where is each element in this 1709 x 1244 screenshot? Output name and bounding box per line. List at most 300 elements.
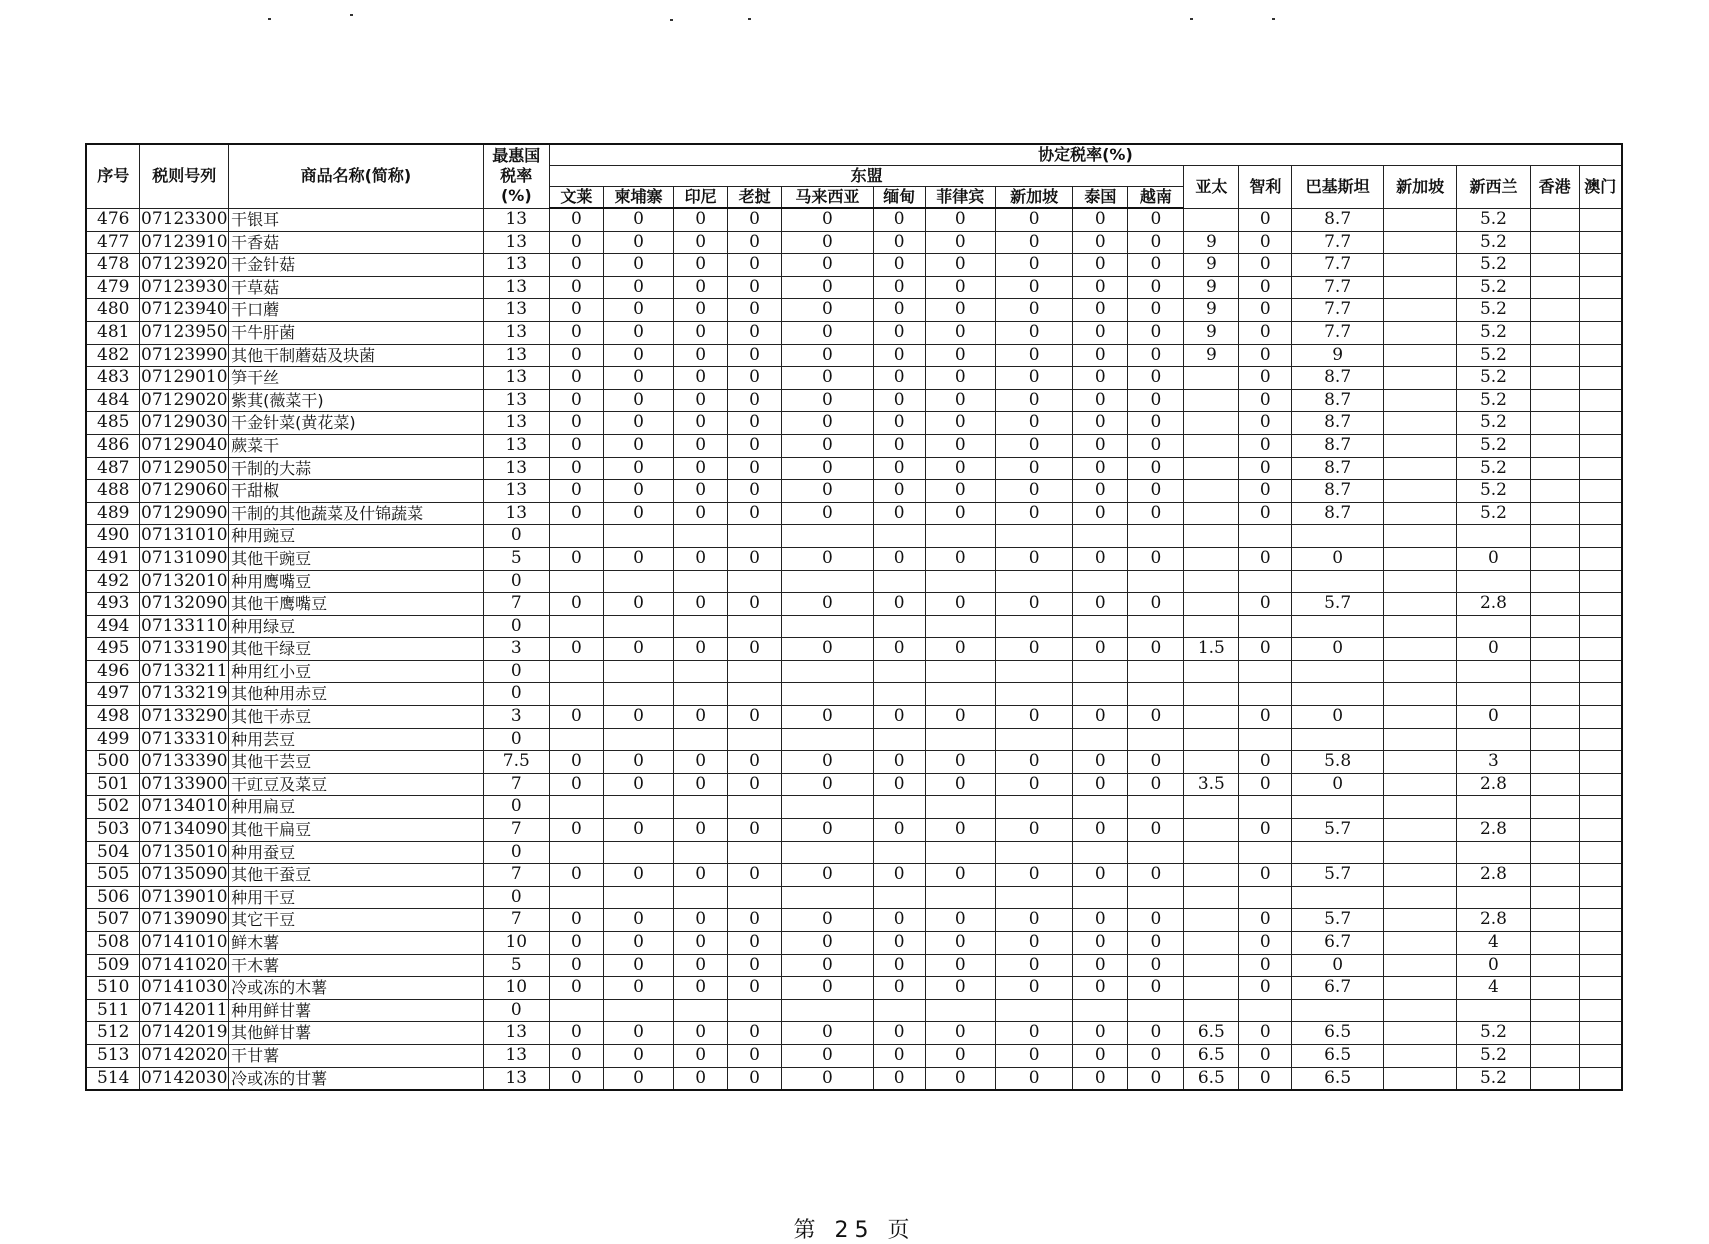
cell-mfn: 0 bbox=[483, 570, 549, 593]
cell-mfn: 13 bbox=[483, 208, 549, 231]
cell-asean-rate bbox=[925, 796, 995, 819]
cell-asean-rate: 0 bbox=[728, 977, 782, 1000]
cell-asean-rate: 0 bbox=[925, 344, 995, 367]
cell-asean-rate: 0 bbox=[1073, 502, 1128, 525]
cell-asean-rate bbox=[674, 886, 728, 909]
cell-asean-rate bbox=[549, 660, 603, 683]
cell-macau bbox=[1579, 344, 1622, 367]
table-row bbox=[86, 412, 1622, 435]
cell-hk bbox=[1530, 977, 1579, 1000]
cell-seq: 481 bbox=[86, 321, 140, 344]
cell-asean-rate bbox=[1128, 728, 1184, 751]
cell-name: 其他干鹰嘴豆 bbox=[229, 593, 484, 616]
cell-asean-rate bbox=[674, 615, 728, 638]
cell-code: 07134010 bbox=[140, 796, 229, 819]
header-name: 商品名称(简称) bbox=[229, 144, 484, 208]
cell-macau bbox=[1579, 638, 1622, 661]
cell-apta bbox=[1184, 932, 1239, 955]
cell-asean-rate: 0 bbox=[1073, 977, 1128, 1000]
cell-macau bbox=[1579, 480, 1622, 503]
cell-seq: 497 bbox=[86, 683, 140, 706]
cell-asean-rate bbox=[1073, 570, 1128, 593]
cell-name: 干香菇 bbox=[229, 231, 484, 254]
cell-asean-rate bbox=[995, 660, 1072, 683]
cell-asean-rate: 0 bbox=[782, 344, 874, 367]
cell-chile: 0 bbox=[1239, 254, 1292, 277]
cell-pakistan: 7.7 bbox=[1292, 299, 1384, 322]
cell-asean-rate: 0 bbox=[1073, 457, 1128, 480]
cell-mfn: 13 bbox=[483, 299, 549, 322]
cell-macau bbox=[1579, 547, 1622, 570]
cell-asean-rate: 0 bbox=[603, 480, 673, 503]
cell-pakistan: 7.7 bbox=[1292, 321, 1384, 344]
cell-asean-rate: 0 bbox=[1073, 299, 1128, 322]
cell-code: 07133219 bbox=[140, 683, 229, 706]
cell-code: 07132090 bbox=[140, 593, 229, 616]
cell-asean-rate bbox=[1073, 683, 1128, 706]
cell-asean-rate: 0 bbox=[873, 638, 925, 661]
cell-hk bbox=[1530, 751, 1579, 774]
cell-singapore bbox=[1383, 367, 1456, 390]
cell-asean-rate: 0 bbox=[1128, 819, 1184, 842]
cell-name: 干豇豆及菜豆 bbox=[229, 773, 484, 796]
cell-pakistan: 6.5 bbox=[1292, 1044, 1384, 1067]
cell-chile: 0 bbox=[1239, 932, 1292, 955]
cell-name: 干木薯 bbox=[229, 954, 484, 977]
cell-asean-rate: 0 bbox=[1128, 547, 1184, 570]
cell-asean-rate: 0 bbox=[782, 593, 874, 616]
cell-asean-rate: 0 bbox=[873, 819, 925, 842]
cell-mfn: 13 bbox=[483, 1044, 549, 1067]
cell-macau bbox=[1579, 321, 1622, 344]
cell-nz: 5.2 bbox=[1457, 254, 1530, 277]
table-row bbox=[86, 1067, 1622, 1090]
cell-asean-rate: 0 bbox=[925, 706, 995, 729]
cell-macau bbox=[1579, 932, 1622, 955]
cell-macau bbox=[1579, 999, 1622, 1022]
cell-macau bbox=[1579, 208, 1622, 231]
cell-asean-rate: 0 bbox=[873, 1022, 925, 1045]
cell-apta bbox=[1184, 547, 1239, 570]
cell-seq: 491 bbox=[86, 547, 140, 570]
cell-nz bbox=[1457, 886, 1530, 909]
cell-hk bbox=[1530, 231, 1579, 254]
cell-asean-rate: 0 bbox=[782, 954, 874, 977]
cell-asean-rate bbox=[925, 615, 995, 638]
cell-hk bbox=[1530, 864, 1579, 887]
table-row bbox=[86, 321, 1622, 344]
cell-mfn: 13 bbox=[483, 457, 549, 480]
cell-chile bbox=[1239, 728, 1292, 751]
table-row bbox=[86, 864, 1622, 887]
cell-pakistan bbox=[1292, 660, 1384, 683]
cell-asean-rate: 0 bbox=[603, 547, 673, 570]
cell-chile: 0 bbox=[1239, 457, 1292, 480]
cell-asean-rate bbox=[782, 525, 874, 548]
cell-code: 07132010 bbox=[140, 570, 229, 593]
cell-asean-rate: 0 bbox=[603, 208, 673, 231]
cell-asean-rate: 0 bbox=[728, 1044, 782, 1067]
cell-apta: 6.5 bbox=[1184, 1022, 1239, 1045]
cell-singapore bbox=[1383, 932, 1456, 955]
cell-pakistan: 7.7 bbox=[1292, 254, 1384, 277]
cell-hk bbox=[1530, 773, 1579, 796]
cell-asean-rate: 0 bbox=[603, 638, 673, 661]
table-row bbox=[86, 728, 1622, 751]
table-row bbox=[86, 909, 1622, 932]
cell-singapore bbox=[1383, 706, 1456, 729]
cell-pakistan: 8.7 bbox=[1292, 434, 1384, 457]
cell-asean-rate: 0 bbox=[873, 751, 925, 774]
cell-name: 干牛肝菌 bbox=[229, 321, 484, 344]
cell-mfn: 0 bbox=[483, 728, 549, 751]
cell-asean-rate: 0 bbox=[549, 954, 603, 977]
cell-asean-rate: 0 bbox=[674, 954, 728, 977]
cell-asean-rate: 0 bbox=[1128, 864, 1184, 887]
cell-nz: 2.8 bbox=[1457, 593, 1530, 616]
cell-nz: 5.2 bbox=[1457, 412, 1530, 435]
cell-asean-rate: 0 bbox=[674, 773, 728, 796]
cell-asean-rate: 0 bbox=[728, 909, 782, 932]
cell-asean-rate: 0 bbox=[603, 1067, 673, 1090]
cell-asean-rate: 0 bbox=[995, 276, 1072, 299]
scan-specks bbox=[0, 0, 1709, 40]
cell-nz bbox=[1457, 728, 1530, 751]
cell-macau bbox=[1579, 954, 1622, 977]
cell-mfn: 7 bbox=[483, 909, 549, 932]
cell-asean-rate: 0 bbox=[549, 1067, 603, 1090]
cell-hk bbox=[1530, 344, 1579, 367]
cell-asean-rate bbox=[925, 570, 995, 593]
cell-asean-rate: 0 bbox=[549, 434, 603, 457]
cell-pakistan: 5.8 bbox=[1292, 751, 1384, 774]
cell-asean-rate: 0 bbox=[873, 344, 925, 367]
cell-asean-rate: 0 bbox=[873, 480, 925, 503]
cell-asean-rate bbox=[1073, 660, 1128, 683]
header-asean-member: 泰国 bbox=[1073, 187, 1128, 209]
cell-asean-rate: 0 bbox=[728, 547, 782, 570]
cell-hk bbox=[1530, 593, 1579, 616]
cell-asean-rate: 0 bbox=[728, 321, 782, 344]
table-row bbox=[86, 593, 1622, 616]
table-row bbox=[86, 706, 1622, 729]
cell-asean-rate: 0 bbox=[925, 367, 995, 390]
cell-seq: 505 bbox=[86, 864, 140, 887]
cell-asean-rate: 0 bbox=[1073, 412, 1128, 435]
cell-name: 其他干扁豆 bbox=[229, 819, 484, 842]
cell-asean-rate: 0 bbox=[728, 254, 782, 277]
cell-asean-rate: 0 bbox=[782, 1022, 874, 1045]
cell-code: 07142011 bbox=[140, 999, 229, 1022]
cell-asean-rate: 0 bbox=[995, 909, 1072, 932]
cell-asean-rate: 0 bbox=[549, 819, 603, 842]
cell-asean-rate: 0 bbox=[782, 547, 874, 570]
cell-chile: 0 bbox=[1239, 276, 1292, 299]
cell-mfn: 13 bbox=[483, 254, 549, 277]
cell-asean-rate: 0 bbox=[1128, 367, 1184, 390]
cell-macau bbox=[1579, 773, 1622, 796]
cell-chile: 0 bbox=[1239, 367, 1292, 390]
cell-nz: 0 bbox=[1457, 706, 1530, 729]
cell-seq: 495 bbox=[86, 638, 140, 661]
cell-name: 干制的其他蔬菜及什锦蔬菜 bbox=[229, 502, 484, 525]
cell-macau bbox=[1579, 615, 1622, 638]
cell-asean-rate: 0 bbox=[873, 321, 925, 344]
cell-seq: 503 bbox=[86, 819, 140, 842]
cell-mfn: 5 bbox=[483, 547, 549, 570]
cell-code: 07141030 bbox=[140, 977, 229, 1000]
cell-asean-rate: 0 bbox=[1073, 751, 1128, 774]
cell-asean-rate bbox=[728, 660, 782, 683]
cell-seq: 480 bbox=[86, 299, 140, 322]
cell-apta: 9 bbox=[1184, 231, 1239, 254]
cell-asean-rate: 0 bbox=[728, 954, 782, 977]
cell-singapore bbox=[1383, 593, 1456, 616]
header-hongkong: 香港 bbox=[1530, 166, 1579, 209]
scan-speck bbox=[670, 19, 673, 21]
cell-asean-rate: 0 bbox=[1073, 954, 1128, 977]
cell-seq: 494 bbox=[86, 615, 140, 638]
cell-asean-rate: 0 bbox=[925, 389, 995, 412]
cell-mfn: 13 bbox=[483, 434, 549, 457]
cell-asean-rate: 0 bbox=[1128, 909, 1184, 932]
cell-code: 07123910 bbox=[140, 231, 229, 254]
cell-asean-rate: 0 bbox=[873, 864, 925, 887]
cell-mfn: 13 bbox=[483, 1022, 549, 1045]
cell-seq: 485 bbox=[86, 412, 140, 435]
cell-asean-rate bbox=[549, 683, 603, 706]
cell-pakistan: 6.5 bbox=[1292, 1022, 1384, 1045]
cell-asean-rate: 0 bbox=[549, 412, 603, 435]
cell-asean-rate: 0 bbox=[995, 254, 1072, 277]
cell-singapore bbox=[1383, 660, 1456, 683]
cell-singapore bbox=[1383, 638, 1456, 661]
cell-singapore bbox=[1383, 999, 1456, 1022]
cell-asean-rate: 0 bbox=[674, 231, 728, 254]
cell-asean-rate bbox=[1128, 999, 1184, 1022]
header-asean: 东盟 bbox=[549, 166, 1183, 187]
cell-asean-rate: 0 bbox=[925, 593, 995, 616]
cell-asean-rate: 0 bbox=[995, 1022, 1072, 1045]
cell-name: 紫萁(薇菜干) bbox=[229, 389, 484, 412]
cell-code: 07129060 bbox=[140, 480, 229, 503]
cell-pakistan: 8.7 bbox=[1292, 457, 1384, 480]
cell-apta bbox=[1184, 751, 1239, 774]
cell-apta: 6.5 bbox=[1184, 1067, 1239, 1090]
cell-pakistan: 0 bbox=[1292, 547, 1384, 570]
cell-name: 鲜木薯 bbox=[229, 932, 484, 955]
cell-hk bbox=[1530, 638, 1579, 661]
cell-name: 干金针菜(黄花菜) bbox=[229, 412, 484, 435]
cell-asean-rate: 0 bbox=[603, 412, 673, 435]
cell-nz: 5.2 bbox=[1457, 480, 1530, 503]
header-mfn-line: 税率 bbox=[500, 166, 533, 186]
cell-asean-rate: 0 bbox=[925, 299, 995, 322]
cell-asean-rate: 0 bbox=[995, 547, 1072, 570]
cell-asean-rate: 0 bbox=[925, 208, 995, 231]
cell-mfn: 7 bbox=[483, 593, 549, 616]
cell-asean-rate bbox=[1128, 525, 1184, 548]
table-row bbox=[86, 660, 1622, 683]
scan-speck bbox=[748, 18, 751, 20]
cell-mfn: 0 bbox=[483, 999, 549, 1022]
cell-asean-rate: 0 bbox=[674, 389, 728, 412]
cell-asean-rate bbox=[925, 660, 995, 683]
cell-singapore bbox=[1383, 751, 1456, 774]
cell-chile: 0 bbox=[1239, 208, 1292, 231]
cell-asean-rate: 0 bbox=[1128, 1022, 1184, 1045]
cell-apta bbox=[1184, 457, 1239, 480]
cell-asean-rate: 0 bbox=[1073, 593, 1128, 616]
cell-asean-rate: 0 bbox=[873, 1044, 925, 1067]
cell-asean-rate: 0 bbox=[873, 457, 925, 480]
cell-asean-rate: 0 bbox=[995, 367, 1072, 390]
cell-asean-rate bbox=[995, 525, 1072, 548]
scan-speck bbox=[1272, 18, 1275, 20]
cell-asean-rate: 0 bbox=[782, 819, 874, 842]
cell-asean-rate: 0 bbox=[603, 434, 673, 457]
cell-asean-rate bbox=[1073, 796, 1128, 819]
cell-code: 07139010 bbox=[140, 886, 229, 909]
table-row bbox=[86, 841, 1622, 864]
cell-asean-rate: 0 bbox=[728, 819, 782, 842]
cell-asean-rate: 0 bbox=[674, 412, 728, 435]
cell-asean-rate: 0 bbox=[674, 367, 728, 390]
cell-pakistan bbox=[1292, 683, 1384, 706]
cell-asean-rate: 0 bbox=[995, 412, 1072, 435]
cell-apta bbox=[1184, 886, 1239, 909]
cell-macau bbox=[1579, 1022, 1622, 1045]
cell-code: 07129010 bbox=[140, 367, 229, 390]
header-asean-member: 柬埔寨 bbox=[603, 187, 673, 209]
cell-asean-rate bbox=[674, 728, 728, 751]
cell-asean-rate: 0 bbox=[549, 231, 603, 254]
table-row bbox=[86, 638, 1622, 661]
cell-name: 其他鲜甘薯 bbox=[229, 1022, 484, 1045]
cell-singapore bbox=[1383, 977, 1456, 1000]
cell-asean-rate: 0 bbox=[1073, 638, 1128, 661]
cell-name: 种用干豆 bbox=[229, 886, 484, 909]
cell-nz: 5.2 bbox=[1457, 208, 1530, 231]
cell-apta: 6.5 bbox=[1184, 1044, 1239, 1067]
cell-mfn: 3 bbox=[483, 706, 549, 729]
cell-singapore bbox=[1383, 728, 1456, 751]
cell-seq: 508 bbox=[86, 932, 140, 955]
cell-asean-rate bbox=[674, 660, 728, 683]
header-newzealand: 新西兰 bbox=[1457, 166, 1530, 209]
header-mfn-line: 最惠国 bbox=[492, 146, 541, 166]
cell-name: 笋干丝 bbox=[229, 367, 484, 390]
cell-seq: 502 bbox=[86, 796, 140, 819]
cell-asean-rate: 0 bbox=[728, 502, 782, 525]
cell-asean-rate: 0 bbox=[873, 434, 925, 457]
cell-asean-rate: 0 bbox=[873, 1067, 925, 1090]
cell-name: 干口蘑 bbox=[229, 299, 484, 322]
cell-asean-rate: 0 bbox=[1128, 254, 1184, 277]
cell-name: 干草菇 bbox=[229, 276, 484, 299]
cell-asean-rate bbox=[782, 660, 874, 683]
cell-asean-rate bbox=[728, 728, 782, 751]
cell-code: 07123950 bbox=[140, 321, 229, 344]
cell-hk bbox=[1530, 615, 1579, 638]
cell-apta bbox=[1184, 728, 1239, 751]
table-row bbox=[86, 999, 1622, 1022]
cell-code: 07133290 bbox=[140, 706, 229, 729]
cell-apta: 9 bbox=[1184, 321, 1239, 344]
header-seq: 序号 bbox=[86, 144, 140, 208]
cell-asean-rate bbox=[674, 570, 728, 593]
cell-asean-rate bbox=[782, 841, 874, 864]
cell-asean-rate: 0 bbox=[1128, 1044, 1184, 1067]
cell-asean-rate: 0 bbox=[728, 751, 782, 774]
cell-asean-rate: 0 bbox=[995, 321, 1072, 344]
cell-seq: 483 bbox=[86, 367, 140, 390]
cell-asean-rate: 0 bbox=[603, 909, 673, 932]
cell-asean-rate bbox=[1073, 615, 1128, 638]
cell-code: 07129020 bbox=[140, 389, 229, 412]
cell-asean-rate: 0 bbox=[995, 1067, 1072, 1090]
cell-mfn: 0 bbox=[483, 886, 549, 909]
cell-nz: 5.2 bbox=[1457, 1067, 1530, 1090]
cell-pakistan: 6.5 bbox=[1292, 1067, 1384, 1090]
cell-asean-rate: 0 bbox=[873, 547, 925, 570]
cell-asean-rate: 0 bbox=[549, 1044, 603, 1067]
cell-asean-rate: 0 bbox=[995, 864, 1072, 887]
cell-asean-rate: 0 bbox=[728, 638, 782, 661]
cell-asean-rate: 0 bbox=[549, 321, 603, 344]
header-mfn bbox=[483, 144, 549, 208]
cell-asean-rate bbox=[728, 683, 782, 706]
header-mfn-line: (%) bbox=[500, 186, 532, 206]
cell-pakistan: 5.7 bbox=[1292, 593, 1384, 616]
cell-nz: 5.2 bbox=[1457, 367, 1530, 390]
cell-apta bbox=[1184, 977, 1239, 1000]
cell-chile: 0 bbox=[1239, 864, 1292, 887]
cell-asean-rate bbox=[674, 683, 728, 706]
cell-macau bbox=[1579, 1067, 1622, 1090]
cell-chile: 0 bbox=[1239, 593, 1292, 616]
cell-mfn: 13 bbox=[483, 412, 549, 435]
cell-mfn: 13 bbox=[483, 1067, 549, 1090]
cell-singapore bbox=[1383, 502, 1456, 525]
cell-chile: 0 bbox=[1239, 819, 1292, 842]
cell-pakistan bbox=[1292, 525, 1384, 548]
cell-asean-rate: 0 bbox=[728, 299, 782, 322]
cell-apta bbox=[1184, 434, 1239, 457]
cell-asean-rate: 0 bbox=[925, 1044, 995, 1067]
cell-chile: 0 bbox=[1239, 954, 1292, 977]
cell-asean-rate: 0 bbox=[995, 773, 1072, 796]
cell-singapore bbox=[1383, 1067, 1456, 1090]
cell-pakistan: 8.7 bbox=[1292, 389, 1384, 412]
cell-hk bbox=[1530, 660, 1579, 683]
cell-asean-rate: 0 bbox=[1128, 751, 1184, 774]
cell-hk bbox=[1530, 683, 1579, 706]
cell-nz bbox=[1457, 796, 1530, 819]
cell-nz bbox=[1457, 999, 1530, 1022]
cell-apta bbox=[1184, 841, 1239, 864]
cell-asean-rate: 0 bbox=[782, 502, 874, 525]
cell-singapore bbox=[1383, 909, 1456, 932]
cell-asean-rate: 0 bbox=[674, 480, 728, 503]
cell-macau bbox=[1579, 683, 1622, 706]
cell-code: 07142030 bbox=[140, 1067, 229, 1090]
cell-asean-rate: 0 bbox=[674, 547, 728, 570]
cell-asean-rate bbox=[873, 570, 925, 593]
cell-hk bbox=[1530, 299, 1579, 322]
cell-asean-rate: 0 bbox=[782, 1067, 874, 1090]
cell-chile: 0 bbox=[1239, 751, 1292, 774]
